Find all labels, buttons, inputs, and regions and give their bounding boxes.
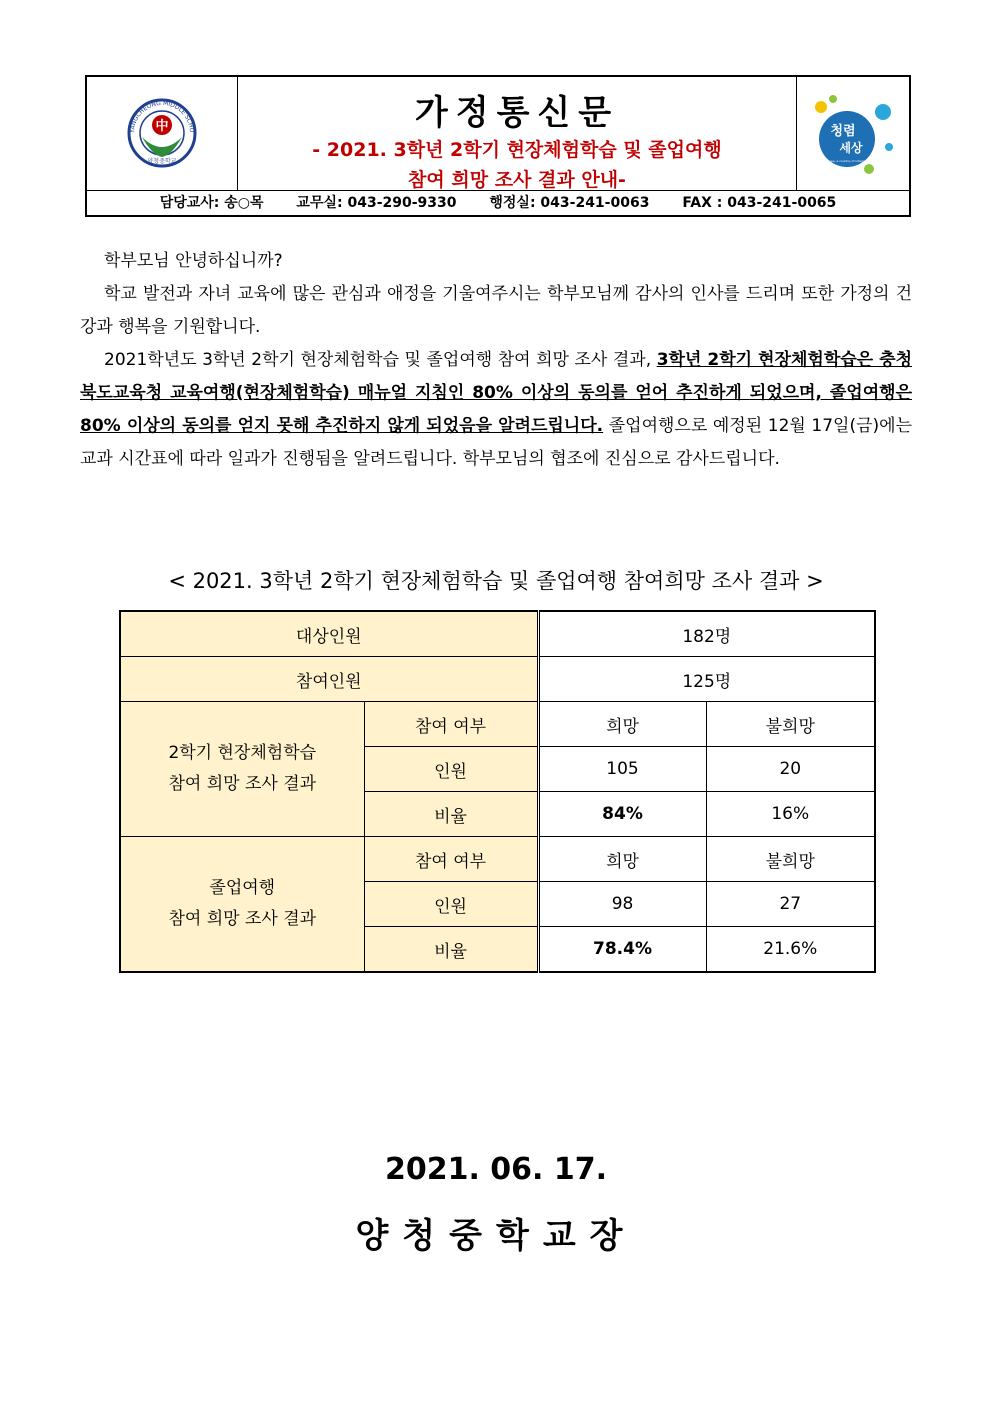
section-1-name-line1: 2학기 현장체험학습: [168, 743, 317, 763]
greeting: 학부모님 안녕하십니까?: [104, 251, 283, 271]
table-title: < 2021. 3학년 2학기 현장체험학습 및 졸업여행 참여희망 조사 결과 >: [168, 569, 824, 593]
letter-body: [80, 245, 912, 476]
section-2-col-yes: 희망: [538, 837, 706, 882]
integrity-logo-icon: [797, 77, 909, 190]
integrity-logo-main: 청렴: [830, 124, 856, 139]
section-1-count-yes: 105: [538, 747, 706, 792]
title-cell: [237, 77, 797, 190]
paragraph-2-end: 졸업여행으로 예정된 12월 17일(금)에는 교과 시간표에 따라 일과가 진행됨을 알려드립니다. 학부모님의 협조에 진심으로 감사드립니다.: [80, 416, 912, 469]
principal-signature: 양청중학교장: [355, 1216, 637, 1256]
section-2-count-label: 인원: [364, 882, 538, 927]
emblem-ring-text: YANGCHEONG MIDDLE SCHO: [128, 99, 196, 134]
section-2-name-line1: 졸업여행: [209, 878, 276, 898]
paragraph-2-emphasis: 3학년 2학기 현장체험학습은 충청북도교육청 교육여행(현장체험학습) 매뉴얼 지침인 80% 이상의 동의를 얻어 추진하게 되었으며, 졸업여행은 80% 이상의 동의를 얻지 못해 추진하지 않게 되었음을 알려드립니다.: [80, 350, 912, 436]
target-value: 182명: [538, 611, 875, 657]
school-emblem-icon: [87, 77, 237, 190]
section-2-rate-label: 비율: [364, 927, 538, 973]
section-1-rate-no: 16%: [706, 792, 875, 837]
survey-results-table: [119, 610, 876, 973]
section-1-col-no: 불희망: [706, 702, 875, 747]
contact-teacher: 담당교사: 송○목: [159, 195, 264, 211]
emblem-bottom-text: 양청중학교: [147, 158, 177, 165]
contact-admin: 행정실: 043-241-0063: [489, 195, 650, 211]
page-title: 가정통신문: [414, 93, 620, 133]
integrity-logo-sub: 세상: [839, 141, 863, 155]
issue-date: 2021. 06. 17.: [384, 1152, 608, 1187]
section-2-name-line2: 참여 희망 조사 결과: [168, 909, 317, 929]
subtitle-line2: 참여 희망 조사 결과 안내-: [408, 169, 626, 191]
target-label: 대상인원: [120, 611, 538, 657]
emblem-center-char: 中: [155, 119, 169, 134]
section-2-rate-no: 21.6%: [706, 927, 875, 973]
contact-office: 교무실: 043-290-9330: [296, 195, 457, 211]
school-logo-cell: [87, 77, 238, 190]
section-1-name-line2: 참여 희망 조사 결과: [168, 774, 317, 794]
table-row: [120, 702, 875, 747]
section-1-name: [120, 702, 364, 837]
section-2-col-no: 불희망: [706, 837, 875, 882]
participant-label: 참여인원: [120, 657, 538, 702]
section-2-col-label: 참여 여부: [364, 837, 538, 882]
paragraph-2-start: 2021학년도 3학년 2학기 현장체험학습 및 졸업여행 참여 희망 조사 결과,: [104, 350, 657, 370]
table-row: [120, 611, 875, 657]
section-1-col-label: 참여 여부: [364, 702, 538, 747]
section-1-count-no: 20: [706, 747, 875, 792]
contact-row: [87, 190, 909, 215]
section-2-count-yes: 98: [538, 882, 706, 927]
subtitle-line1: - 2021. 3학년 2학기 현장체험학습 및 졸업여행: [312, 139, 722, 161]
paragraph-2: [80, 344, 912, 476]
section-1-col-yes: 희망: [538, 702, 706, 747]
section-1-count-label: 인원: [364, 747, 538, 792]
section-1-rate-label: 비율: [364, 792, 538, 837]
table-row: [120, 657, 875, 702]
integrity-logo-cell: [796, 77, 909, 190]
table-row: [120, 837, 875, 882]
integrity-logo-small: Korea, a country of integrity: [825, 159, 869, 163]
paragraph-1: 학교 발전과 자녀 교육에 많은 관심과 애정을 기울여주시는 학부모님께 감사의 인사를 드리며 또한 가정의 건강과 행복을 기원합니다.: [80, 284, 912, 337]
newsletter-header: [85, 75, 911, 217]
contact-fax: FAX : 043-241-0065: [682, 195, 837, 211]
section-2-count-no: 27: [706, 882, 875, 927]
section-1-rate-yes: 84%: [538, 792, 706, 837]
section-2-rate-yes: 78.4%: [538, 927, 706, 973]
participant-value: 125명: [538, 657, 875, 702]
section-2-name: [120, 837, 364, 973]
